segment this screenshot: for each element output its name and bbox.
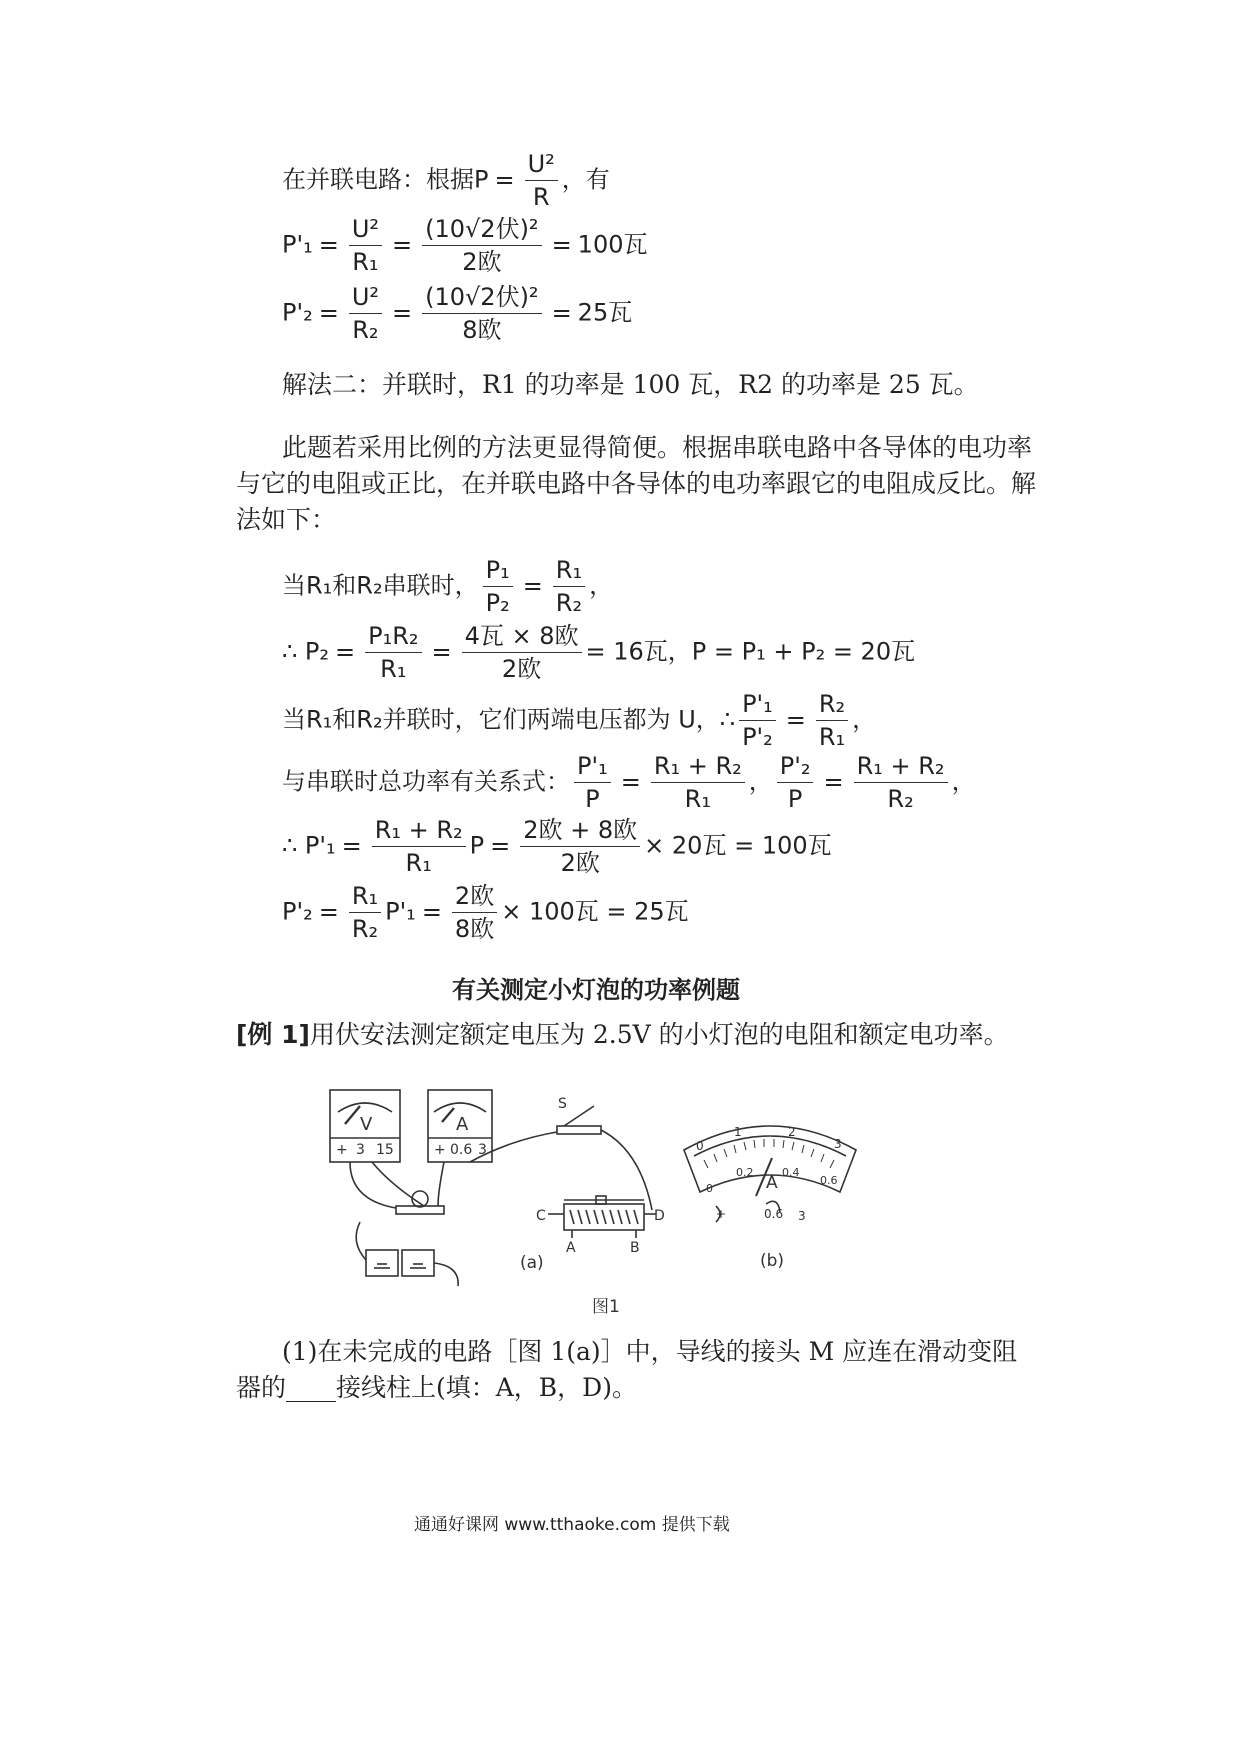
svg-text:0.6: 0.6 [764, 1207, 784, 1221]
svg-text:0.4: 0.4 [782, 1166, 800, 1179]
svg-text:0: 0 [706, 1182, 713, 1195]
svg-text:1: 1 [734, 1125, 742, 1139]
p2-ratio-equation: P'₂ = $\frac{\text{R₁}}{\text{R₂}}$ P'₁ = $\frac{\text{2欧}}{\text{8欧}}$ × 100瓦 = 25瓦 [282, 882, 689, 943]
fraction: $\frac{\text{(10√2伏)²}}{\text{2欧}}$ [422, 215, 541, 276]
example-tag: [例 1] [236, 1020, 310, 1049]
svg-text:+: + [434, 1142, 446, 1158]
svg-text:2: 2 [788, 1125, 796, 1139]
example-text: 用伏安法测定额定电压为 2.5V 的小灯泡的电阻和额定电功率。 [309, 1020, 1009, 1049]
p1-parallel-equation: P'₁ = $\frac{\text{U²}}{\text{R₁}}$ = $\frac{\text{(10√2伏)²}}{\text{2欧}}$ = 100瓦 [282, 215, 648, 276]
circuit-figure [320, 1080, 880, 1320]
fraction: $\frac{\text{U²}}{\text{R₁}}$ [349, 215, 382, 276]
meter-b-label: A [766, 1173, 778, 1193]
svg-text:3: 3 [356, 1142, 365, 1158]
svg-text:A: A [566, 1240, 576, 1256]
section-title: 有关测定小灯泡的功率例题 [452, 976, 740, 1004]
switch-label: S [558, 1096, 567, 1112]
svg-text:0.6: 0.6 [820, 1174, 838, 1187]
fraction: $\frac{\text{U²}}{\text{R₂}}$ [349, 283, 382, 344]
intro-text: 在并联电路：根据 [282, 165, 474, 194]
svg-text:B: B [630, 1240, 640, 1256]
solution-two: 解法二：并联时，R1 的功率是 100 瓦，R2 的功率是 25 瓦。 [282, 370, 979, 399]
tail-text: ，有 [561, 165, 610, 194]
fraction: $\frac{\text{(10√2伏)²}}{\text{8欧}}$ [422, 283, 541, 344]
svg-text:0: 0 [696, 1139, 704, 1153]
svg-text:3: 3 [834, 1137, 842, 1151]
svg-text:3: 3 [478, 1142, 487, 1158]
ammeter-label: A [456, 1114, 469, 1135]
example-one [236, 1020, 1009, 1050]
figure-caption: 图1 [592, 1297, 620, 1317]
power-symbol: P [474, 165, 489, 194]
p2-series-equation: ∴ P₂ = $\frac{\text{P₁R₂}}{\text{R₁}}$ = $\frac{\text{4瓦 × 8欧}}{\text{2欧}}$ = 16瓦，P = P₁ + P₂ = 20瓦 [282, 622, 916, 683]
p1-ratio-equation: ∴ P'₁ = $\frac{\text{R₁ + R₂}}{\text{R₁}}$ P = $\frac{\text{2欧 + 8欧}}{\text{2欧}}$ × 20瓦 = 100瓦 [282, 816, 832, 877]
parallel-circuit-formula: 在并联电路：根据P = $\frac{\text{U²}}{R}$ ，有 [282, 150, 610, 211]
voltmeter-label: V [360, 1114, 373, 1135]
sub-caption-b: (b) [760, 1251, 785, 1271]
sub-caption-a: (a) [520, 1253, 544, 1273]
question-one: (1)在未完成的电路［图 1(a)］中，导线的接头 M 应连在滑动变阻器的____接线柱上(填：A，B，D)。 [236, 1337, 1018, 1402]
svg-text:+: + [716, 1207, 727, 1221]
footer-credit: 通通好课网 www.tthaoke.com 提供下载 [414, 1515, 730, 1535]
series-ratio-line: 当R₁和R₂串联时， $\frac{\text{P₁}}{\text{P₂}}$ = $\frac{\text{R₁}}{\text{R₂}}$ ， [282, 556, 614, 617]
svg-text:0.2: 0.2 [736, 1166, 754, 1179]
svg-text:0.6: 0.6 [450, 1142, 473, 1158]
svg-text:D: D [654, 1208, 665, 1224]
total-power-relation: 与串联时总功率有关系式： $\frac{\text{P'₁}}{P}$ = $\frac{\text{R₁ + R₂}}{\text{R₁}}$ ， $\frac{\text{P'₂}}{P}$ = $\frac{\text{R₁ + R₂}}{\text{R₂}}$ ， [282, 752, 976, 813]
svg-text:15: 15 [376, 1142, 394, 1158]
svg-text:C: C [536, 1208, 546, 1224]
svg-text:3: 3 [798, 1209, 806, 1223]
fraction: $\frac{\text{U²}}{R}$ [525, 150, 558, 211]
parallel-ratio-line: 当R₁和R₂并联时，它们两端电压都为 U，∴ $\frac{\text{P'₁}}{\text{P'₂}}$ = $\frac{\text{R₂}}{\text{R₁}}$ ， [282, 690, 877, 751]
svg-text:+: + [336, 1142, 348, 1158]
p2-parallel-equation: P'₂ = $\frac{\text{U²}}{\text{R₂}}$ = $\frac{\text{(10√2伏)²}}{\text{8欧}}$ = 25瓦 [282, 283, 633, 344]
ratio-method-paragraph: 此题若采用比例的方法更显得简便。根据串联电路中各导体的电功率与它的电阻或正比，在并联电路中各导体的电功率跟它的电阻成反比。解法如下： [236, 433, 1037, 534]
